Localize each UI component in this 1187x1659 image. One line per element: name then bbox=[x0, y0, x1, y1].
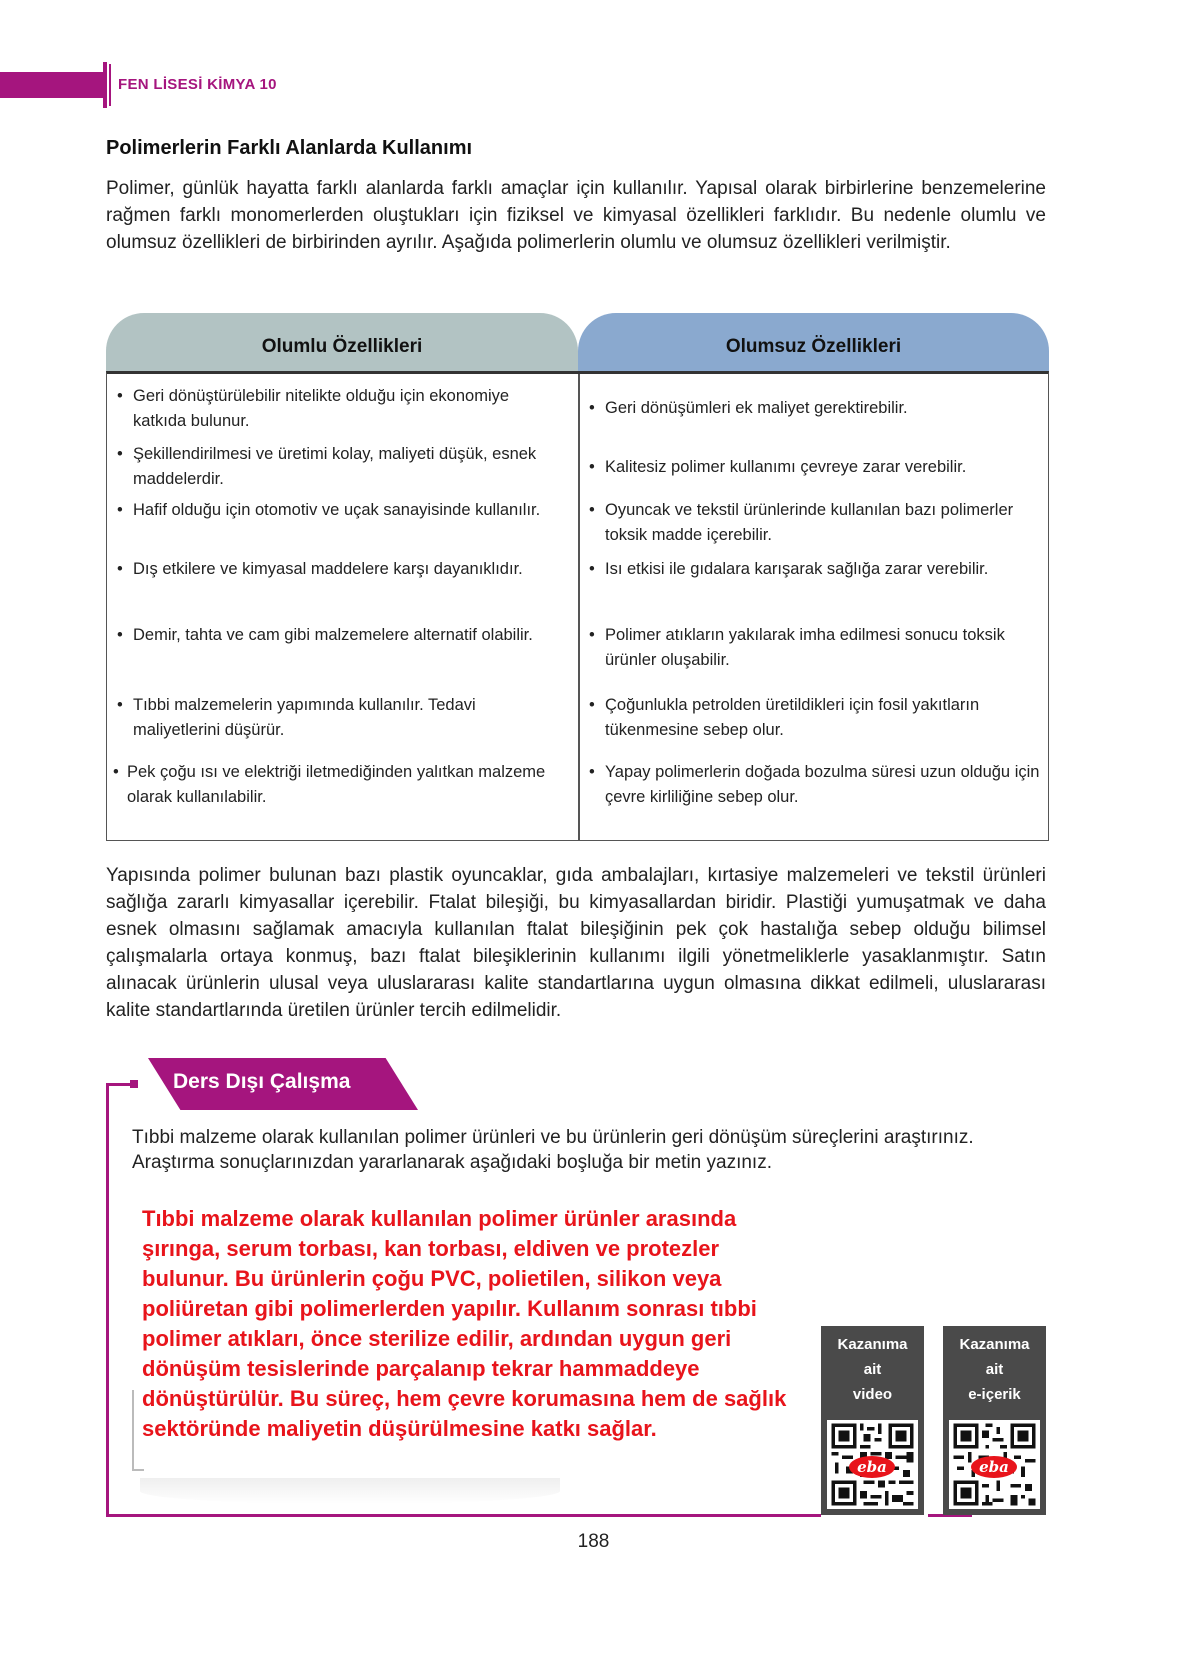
header-positive-label: Olumlu Özellikleri bbox=[261, 336, 423, 357]
positive-item: • Şekillendirilmesi ve üretimi kolay, maliyeti düşük, esnek maddelerdir. bbox=[113, 442, 563, 492]
bullet-icon: • bbox=[589, 399, 595, 417]
bullet-icon: • bbox=[113, 763, 119, 781]
answer-shadow bbox=[140, 1478, 560, 1504]
qr-card-econtent[interactable] bbox=[943, 1326, 1046, 1515]
activity-frame-top bbox=[106, 1083, 132, 1086]
bullet-icon: • bbox=[589, 763, 595, 781]
activity-tag-label: Ders Dışı Çalışma bbox=[173, 1070, 351, 1093]
header-accent-bar bbox=[0, 72, 103, 98]
bullet-icon: • bbox=[117, 696, 123, 714]
bullet-icon: • bbox=[117, 387, 123, 405]
negative-item: • Isı etkisi ile gıdalara karışarak sağlığa zarar verebilir. bbox=[585, 557, 1040, 582]
bullet-icon: • bbox=[589, 696, 595, 714]
header-positive bbox=[106, 313, 578, 373]
page-number: 188 bbox=[577, 1531, 610, 1552]
bullet-icon: • bbox=[589, 626, 595, 644]
bullet-icon: • bbox=[117, 501, 123, 519]
positive-item: • Demir, tahta ve cam gibi malzemelere alternatif olabilir. bbox=[113, 623, 563, 648]
table-body bbox=[106, 371, 1049, 841]
header-negative-label: Olumsuz Özellikleri bbox=[725, 336, 902, 357]
negative-item: • Geri dönüşümleri ek maliyet gerektirebilir. bbox=[585, 396, 1040, 421]
header-divider-thin bbox=[109, 64, 111, 106]
bullet-icon: • bbox=[117, 560, 123, 578]
eba-logo-icon: eba bbox=[971, 1456, 1017, 1478]
activity-frame-bottom bbox=[106, 1514, 821, 1517]
section-title: Polimerlerin Farklı Alanlarda Kullanımı bbox=[106, 137, 473, 159]
negative-item: • Çoğunlukla petrolden üretildikleri için fosil yakıtların tükenmesine sebep olur. bbox=[585, 693, 1040, 743]
negative-item: • Polimer atıkların yakılarak imha edilmesi sonucu toksik ürünler oluşabilir. bbox=[585, 623, 1040, 673]
properties-table bbox=[106, 313, 1049, 841]
qr-card-label: Kazanıma ait video bbox=[837, 1336, 908, 1403]
positive-item: • Geri dönüştürülebilir nitelikte olduğu için ekonomiye katkıda bulunur. bbox=[113, 384, 563, 434]
positive-item: • Dış etkilere ve kimyasal maddelere karşı dayanıklıdır. bbox=[113, 557, 563, 582]
positive-item: • Tıbbi malzemelerin yapımında kullanılır. Tedavi maliyetlerini düşürür. bbox=[113, 693, 563, 743]
bullet-icon: • bbox=[117, 445, 123, 463]
book-title: FEN LİSESİ KİMYA 10 bbox=[118, 76, 277, 93]
column-divider bbox=[578, 374, 580, 840]
negative-item: • Oyuncak ve tekstil ürünlerinde kullanılan bazı polimerler toksik madde içerebilir. bbox=[585, 498, 1040, 548]
eba-logo-icon: eba bbox=[849, 1456, 895, 1478]
qr-card-video[interactable] bbox=[821, 1326, 924, 1515]
answer-bracket bbox=[132, 1390, 134, 1470]
negative-item: • Kalitesiz polimer kullanımı çevreye zarar verebilir. bbox=[585, 455, 1040, 480]
intro-paragraph: Polimer, günlük hayatta farklı alanlarda farklı amaçlar için kullanılır. Yapısal olarak birbirlerine benzemelerine rağmen farklı monomerlerden oluştukları için fiziksel ve kimyasal özellikleri farklıdır. Bu nedenle olumlu ve olumsuz özellikleri de birbirinden ayrılır. Aşağıda polimerlerin olumlu ve olumsuz özellikleri verilmiştir. bbox=[106, 178, 1046, 253]
positive-item: • Pek çoğu ısı ve elektriği iletmediğinden yalıtkan malzeme olarak kullanılabilir. bbox=[113, 760, 563, 810]
activity-instruction: Tıbbi malzeme olarak kullanılan polimer ürünleri ve bu ürünlerin geri dönüşüm süreçlerini araştırınız. Araştırma sonuçlarınızdan yararlanarak aşağıdaki boşluğa bir metin yazınız. bbox=[132, 1127, 974, 1173]
bullet-icon: • bbox=[589, 560, 595, 578]
activity-answer: Tıbbi malzeme olarak kullanılan polimer ürünler arasında şırınga, serum torbası, kan torbası, eldiven ve protezler bulunur. Bu ürünlerin çoğu PVC, polietilen, silikon veya poliüretan gibi polimerlerden yapılır. Kullanım sonrası tıbbi polimer atıkları, önce sterilize edilir, ardından uygun geri dönüşüm tesislerinde parçalanıp tekrar hammaddeye dönüştürülür. Bu süreç, hem çevre korumasına hem de sağlık sektöründe maliyetin düşürülmesine katkı sağlar. bbox=[142, 1206, 787, 1441]
qr-card-label: Kazanıma ait e-içerik bbox=[959, 1336, 1030, 1403]
activity-frame-marker bbox=[130, 1080, 138, 1088]
bullet-icon: • bbox=[589, 501, 595, 519]
bullet-icon: • bbox=[117, 626, 123, 644]
activity-frame-left bbox=[106, 1083, 109, 1516]
body-paragraph: Yapısında polimer bulunan bazı plastik oyuncaklar, gıda ambalajları, kırtasiye malzemeleri ve tekstil ürünleri sağlığa zararlı kimyasallar içerebilir. Ftalat bileşiği, bu kimyasallardan biridir. Plastiği yumuşatmak ve daha esnek olmasını sağlamak amacıyla kullanılan ftalat bileşiğinin pek çok hastalığa sebep olduğu bilimsel çalışmalarla ortaya konmuş, bazı ftalat bileşiklerinin kullanımı ilgili yönetmeliklerle yasaklanmıştır. Satın alınacak ürünlerin ulusal veya uluslararası kalite standartlarına uygun olmasına dikkat edilmeli, uluslararası kalite standartlarında üretilen ürünler tercih edilmelidir. bbox=[106, 865, 1046, 1021]
answer-bracket-foot bbox=[132, 1469, 144, 1471]
negative-item: • Yapay polimerlerin doğada bozulma süresi uzun olduğu için çevre kirliliğine sebep olur. bbox=[585, 760, 1040, 810]
positive-item: • Hafif olduğu için otomotiv ve uçak sanayisinde kullanılır. bbox=[113, 498, 563, 523]
bullet-icon: • bbox=[589, 458, 595, 476]
header-divider bbox=[103, 62, 107, 108]
header-negative bbox=[578, 313, 1049, 373]
